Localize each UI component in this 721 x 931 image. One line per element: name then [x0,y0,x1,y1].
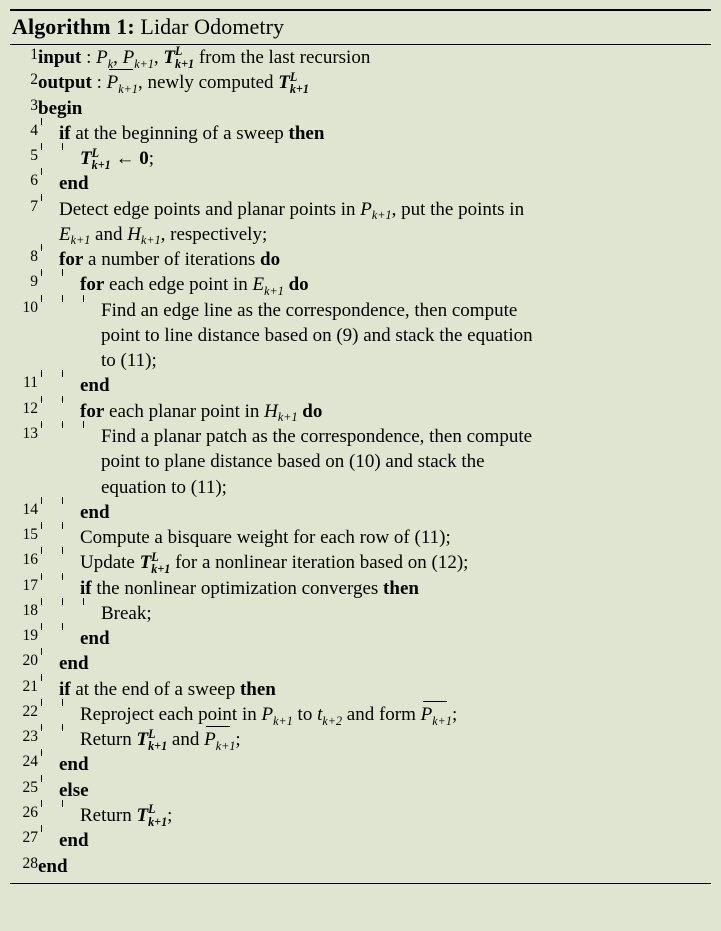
bottom-rule [10,883,711,884]
line7-d: , respectively; [160,223,268,245]
algorithm-line [10,677,711,702]
statement [80,803,172,828]
line-content [38,651,711,676]
line-content [38,828,711,853]
line-content [38,702,711,727]
algorithm-line [10,70,711,95]
line-number: 9 [30,273,38,291]
keyword-for: for [59,249,84,271]
statement [59,677,276,702]
algorithm-line [10,576,711,601]
statement [80,550,468,575]
symbol-h-k1: H k+1 [127,223,161,248]
algorithm-line [10,171,711,196]
symbol-p-bar-k1: P k+1 [106,72,138,96]
keyword-do: do [302,400,323,422]
keyword-if: if [59,678,71,700]
algorithm-line [10,146,711,171]
algorithm-line [10,373,711,398]
symbol-p-k1: P k+1 [261,703,293,728]
line-number: 14 [22,500,38,518]
line13-a: Find a planar patch as the correspondence, then compute [101,425,533,447]
algorithm-block [0,9,721,931]
colon: : [91,72,107,94]
algorithm-line [10,424,711,500]
line12-a: each planar point in [104,400,265,422]
line-content [38,803,711,828]
line-content [38,121,711,146]
symbol-zero: 0 [139,148,149,170]
line-number: 12 [22,399,38,417]
statement [80,702,457,727]
symbol-t-l-k1: T L k+1 [278,69,309,96]
line13-b: point to plane distance based on (10) and stack the [101,451,485,473]
statement: Break; [101,602,152,624]
line-content [38,677,711,702]
keyword-end: end [80,501,110,523]
line-number: 21 [22,677,38,695]
line-number: 18 [22,601,38,619]
line7-b: , put the points in [391,198,525,220]
symbol-h-k1: H k+1 [264,400,298,425]
symbol-t-l-k1: T L k+1 [163,44,195,71]
statement: Compute a bisquare weight for each row of (11); [80,527,451,549]
symbol-t-k2: t k+2 [317,703,343,728]
line8-a: a number of iterations [83,249,261,271]
line22-c: and form [342,703,421,725]
line-content [38,146,711,171]
line10-c: to (11); [101,350,157,372]
line22-b: to [292,703,318,725]
line-content [38,500,711,525]
algorithm-line [10,247,711,272]
statement [59,121,324,146]
keyword-for: for [80,274,105,296]
line23-c: ; [235,729,241,751]
symbol-t-l-k1: T L k+1 [139,549,171,576]
line17-a: the nonlinear optimization converges [91,577,384,599]
keyword-do: do [260,249,281,271]
comma1: , [113,47,123,68]
statement [80,727,241,752]
symbol-p-k1: P k+1 [122,47,154,71]
symbol-e-k1: E k+1 [59,223,91,248]
line26-b: ; [167,804,173,826]
line2-rest: , newly computed [137,72,279,94]
keyword-then: then [383,577,419,599]
keyword-end: end [80,375,110,397]
line22-a: Reproject each point in [80,703,262,725]
line-number: 10 [22,298,38,316]
algorithm-line [10,121,711,146]
line-number: 8 [30,248,38,266]
line21-a: at the end of a sweep [70,678,240,700]
statement [80,272,309,297]
line-content [38,45,711,70]
keyword-do: do [288,274,309,296]
line-number: 11 [23,374,38,392]
keyword-if: if [80,577,92,599]
line-number: 3 [30,96,38,114]
statement [80,576,419,601]
line10-a: Find an edge line as the correspondence, then compute [101,299,518,321]
algorithm-line [10,702,711,727]
line-content [38,373,711,398]
line-content [38,424,711,500]
arrow-symbol: ← [115,148,135,170]
line-number: 5 [30,147,38,165]
line-content [38,70,711,95]
line13-c: equation to (11); [101,476,227,498]
algorithm-line [10,298,711,374]
line-number: 16 [22,551,38,569]
algorithm-line [10,197,711,248]
line-number: 1 [30,46,38,63]
keyword-end: end [80,628,110,650]
keyword-output: output [38,72,92,94]
line-number: 22 [22,702,38,720]
line-number: 27 [22,829,38,847]
keyword-end: end [59,754,89,776]
line-content [38,778,711,803]
algorithm-line [10,399,711,424]
line-number: 7 [30,197,38,215]
line-number: 26 [22,803,38,821]
line10-b: point to line distance based on (9) and stack the equation [101,324,533,346]
keyword-for: for [80,400,105,422]
algorithm-line [10,854,711,879]
statement: T L k+1 ← 0; [80,145,154,172]
statement [101,298,656,374]
keyword-end: end [38,855,68,877]
line-number: 2 [30,71,38,89]
algorithm-label: Algorithm 1: [12,14,135,39]
keyword-then: then [288,122,325,144]
line16-a: Update [80,552,140,574]
line-content [38,525,711,550]
algorithm-line [10,828,711,853]
keyword-else: else [59,779,89,801]
line1-rest: from the last recursion [194,47,371,68]
keyword-then: then [239,678,276,700]
symbol-e-k1: E k+1 [252,274,284,298]
keyword-if: if [59,122,71,144]
line-number: 25 [22,778,38,796]
statement [80,399,322,424]
algorithm-line [10,45,711,70]
line-content [38,96,711,121]
line-content [38,197,711,248]
algorithm-line [10,601,711,626]
algorithm-line [10,96,711,121]
line-number: 4 [30,121,38,139]
line16-b: for a nonlinear iteration based on (12); [170,552,469,574]
keyword-end: end [59,653,89,675]
line-number: 13 [22,424,38,442]
statement [101,424,656,500]
algorithm-title [0,11,721,44]
line-content [38,399,711,424]
line26-a: Return [80,804,137,826]
symbol-p-bar-k: P k [96,47,114,71]
algorithm-line [10,525,711,550]
line-number: 24 [22,753,38,771]
line7-a: Detect edge points and planar points in [59,198,361,220]
line-content [38,626,711,651]
statement [59,247,280,272]
comma2: , [153,47,164,68]
line-content [38,601,711,626]
line-number: 23 [22,728,38,746]
line4-text: at the beginning of a sweep [70,122,289,144]
symbol-p-k1: P k+1 [360,198,392,223]
algorithm-line [10,272,711,297]
algorithm-line [10,550,711,575]
line-content [38,752,711,777]
line7-wrap [59,222,699,247]
line-content [38,727,711,752]
keyword-end: end [59,830,89,852]
algorithm-line [10,778,711,803]
line23-a: Return [80,729,137,751]
symbol-p-bar-k1: P k+1 [420,703,452,728]
line-content [38,854,711,879]
line-content [38,576,711,601]
line-number: 15 [22,526,38,544]
line-content [38,298,711,374]
algorithm-line [10,651,711,676]
line-number: 28 [22,854,38,872]
algorithm-line [10,752,711,777]
symbol-t-l-k1: T L k+1 [80,145,111,172]
symbol-t-l-k1: T L k+1 [136,802,168,829]
line-number: 17 [22,576,38,594]
keyword-end: end [59,173,89,195]
symbol-p-bar-k1: P k+1 [204,729,236,753]
line22-d: ; [451,703,458,725]
algorithm-lines [10,45,711,879]
line7-c: and [90,223,128,245]
algorithm-line [10,727,711,752]
algorithm-line [10,626,711,651]
line-content [38,550,711,575]
algorithm-caption: Lidar Odometry [140,14,285,39]
algorithm-line [10,500,711,525]
line9-a: each edge point in [104,274,253,296]
keyword-begin: begin [38,97,83,119]
line23-b: and [167,729,205,751]
line-content [38,171,711,196]
keyword-input: input [38,47,82,68]
line-number: 6 [30,172,38,190]
algorithm-line [10,803,711,828]
line-number: 20 [22,652,38,670]
statement [59,197,699,248]
line-number: 19 [22,627,38,645]
symbol-t-l-k1: T L k+1 [136,726,168,753]
line-content [38,272,711,297]
colon: : [81,47,97,68]
line-content [38,247,711,272]
